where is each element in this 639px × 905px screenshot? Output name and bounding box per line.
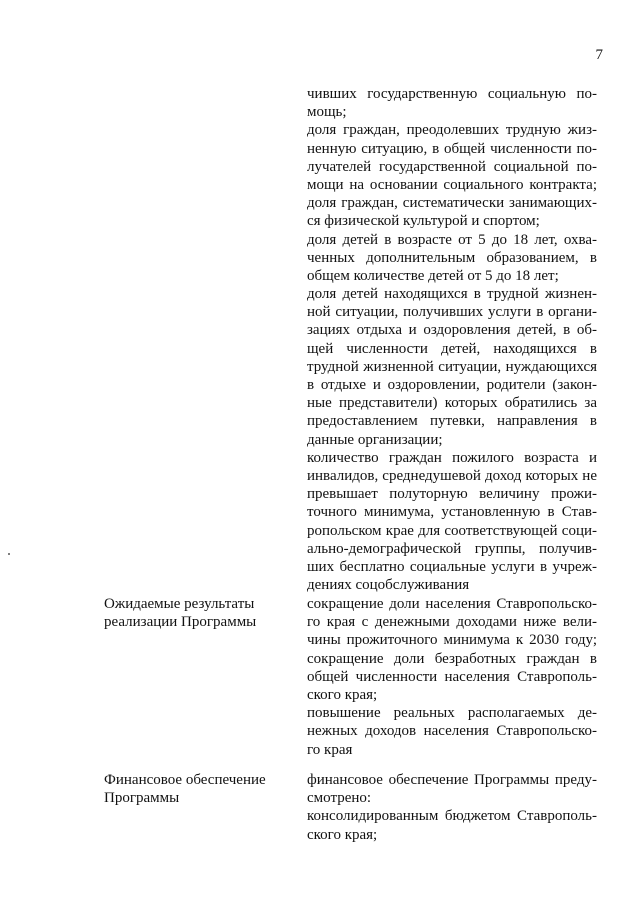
- page-number: 7: [595, 47, 603, 63]
- text-line: чивших государственную социальную по-: [307, 86, 597, 102]
- text-line: в отдыхе и оздоровлении, родители (закон-: [307, 377, 597, 393]
- text-line: ные представители) которых обратились за: [307, 395, 597, 412]
- text-line: го края: [307, 741, 353, 758]
- continuation-text-block: [307, 85, 597, 594]
- text-line: консолидированным бюджетом Ставрополь-: [307, 808, 597, 825]
- text-line: нежных доходов населения Ставропольско-: [307, 723, 597, 740]
- text-line: количество граждан пожилого возраста и: [307, 449, 597, 466]
- text-line: доля граждан, систематически занимающих-: [307, 195, 597, 212]
- text-line: сокращение доли населения Ставропольско-: [307, 596, 597, 612]
- text-line: ского края;: [307, 826, 378, 843]
- text-line: предоставлением путевки, направления в: [307, 413, 597, 430]
- text-line: повышение реальных располагаемых де-: [307, 705, 597, 722]
- text-line: мощь;: [307, 104, 347, 121]
- text-line: смотрено:: [307, 790, 372, 807]
- text-line: го края с денежными доходами ниже вели-: [307, 614, 597, 631]
- text-line: ского края;: [307, 686, 378, 703]
- section-label-expected-results: [104, 595, 294, 631]
- text-line: превышает полуторную величину прожи-: [307, 486, 597, 503]
- text-line: мощи на основании социального контракта;: [307, 176, 597, 193]
- section-label-line: Финансовое обеспечение: [104, 772, 266, 788]
- text-line: щей численности детей, находящихся в: [307, 340, 597, 357]
- section-text-financing: [307, 771, 597, 844]
- section-label-financing: [104, 771, 294, 807]
- text-line: дениях соцобслуживания: [307, 577, 470, 594]
- text-line: зациях отдыха и оздоровления детей, в об-: [307, 322, 597, 339]
- text-line: ропольском крае для соответствующей соци-: [307, 522, 597, 539]
- text-line: чины прожиточного минимума к 2030 году;: [307, 632, 597, 649]
- text-line: ально-демографической группы, получив-: [307, 540, 597, 557]
- text-line: ненную ситуацию, в общей численности по-: [307, 140, 597, 157]
- section-text-expected-results: [307, 595, 597, 759]
- text-line: доля детей находящихся в трудной жизнен-: [307, 286, 597, 303]
- scan-speck: [8, 553, 10, 555]
- text-line: ших бесплатно социальные услуги в учреж-: [307, 558, 597, 575]
- text-line: сокращение доли безработных граждан в: [307, 650, 597, 667]
- text-line: лучателей государственной социальной по-: [307, 158, 597, 175]
- text-line: ной ситуации, получивших услуги в органи-: [307, 304, 597, 321]
- text-line: данные организации;: [307, 431, 443, 448]
- text-line: трудной жизненной ситуации, нуждающихся: [307, 358, 597, 375]
- text-line: ся физической культурой и спортом;: [307, 213, 540, 230]
- text-line: общей численности населения Ставрополь-: [307, 668, 597, 685]
- text-line: точного минимума, установленную в Став-: [307, 504, 597, 521]
- text-line: доля детей в возрасте от 5 до 18 лет, охва-: [307, 231, 597, 248]
- text-line: инвалидов, среднедушевой доход которых не: [307, 467, 597, 484]
- text-line: финансовое обеспечение Программы преду-: [307, 772, 597, 788]
- section-label-line: Ожидаемые результаты: [104, 596, 255, 612]
- text-line: общем количестве детей от 5 до 18 лет;: [307, 267, 559, 284]
- section-label-line: реализации Программы: [104, 614, 257, 631]
- text-line: ченных дополнительным образованием, в: [307, 249, 597, 266]
- section-label-line: Программы: [104, 790, 180, 807]
- text-line: доля граждан, преодолевших трудную жиз-: [307, 122, 597, 139]
